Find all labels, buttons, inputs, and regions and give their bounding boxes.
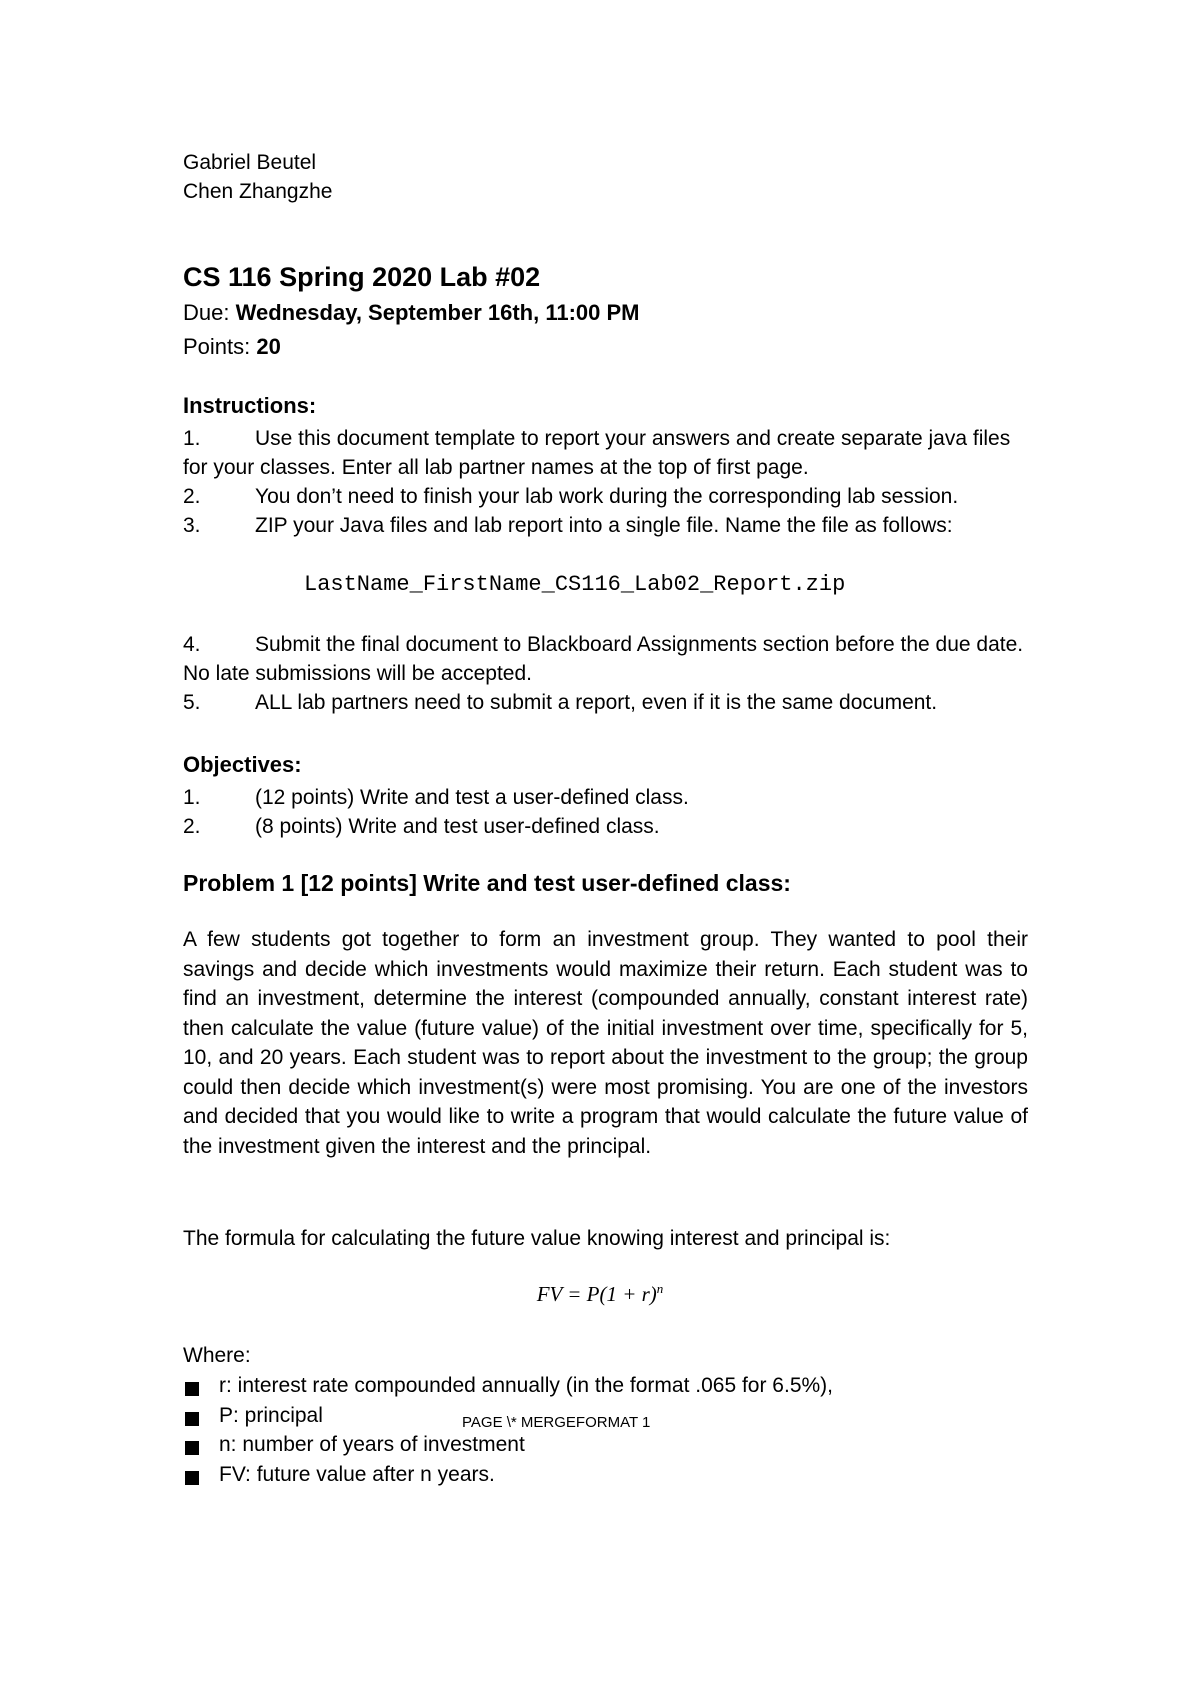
square-bullet-icon — [185, 1412, 199, 1426]
list-item: 1. Use this document template to report your answers and create separate java files for your classes. Enter all lab partner names at the top of first page. — [183, 427, 1011, 479]
points-label: Points: — [183, 334, 257, 359]
list-item: 2. (8 points) Write and test user-defined class. — [183, 815, 660, 838]
list-item-text: n: number of years of investment — [219, 1433, 525, 1456]
assignment-meta — [183, 300, 640, 368]
list-item-text: ALL lab partners need to submit a report, even if it is the same document. — [255, 691, 938, 714]
list-item-text: FV: future value after n years. — [219, 1462, 495, 1486]
points-value: 20 — [256, 334, 281, 359]
list-item-text: ZIP your Java files and lab report into a single file. Name the file as follows: — [255, 514, 953, 537]
future-value-formula — [0, 1281, 1200, 1307]
list-item: 3. ZIP your Java files and lab report into a single file. Name the file as follows: — [183, 514, 953, 537]
page-number-field: PAGE \* MERGEFORMAT 1 — [462, 1414, 651, 1431]
problem-paragraph: A few students got together to form an investment group. They wanted to pool their savings and decide which investments would maximize their return. Each student was to find an investment, determine the interest (compounded annually, constant interest rate) then calculate the value (future value) of the initial investment over time, specifically for 5, 10, and 20 years. Each student was to report about the investment to the group; the group could then decide which investment(s) were most promising. You are one of the investors and decided that you would like to write a program that would calculate the future value of the investment given the interest and the principal. — [183, 928, 1028, 1158]
due-value: Wednesday, September 16th, 11:00 PM — [235, 300, 640, 325]
author-list — [183, 148, 332, 206]
list-item: 4. Submit the final document to Blackboard Assignments section before the due date. No late submissions will be accepted. — [183, 633, 1024, 685]
objectives-list — [183, 783, 1028, 841]
where-label: Where: — [183, 1344, 251, 1367]
instructions-list — [183, 424, 1028, 540]
list-item: 1. (12 points) Write and test a user-defined class. — [183, 786, 689, 809]
due-line — [183, 300, 640, 334]
formula-exponent: n — [656, 1281, 664, 1296]
list-item-text: P: principal — [219, 1403, 323, 1427]
list-item: 5. ALL lab partners need to submit a report, even if it is the same document. — [183, 691, 938, 714]
list-item — [183, 1374, 833, 1404]
author-name: Gabriel Beutel — [183, 151, 317, 174]
report-filename: LastName_FirstName_CS116_Lab02_Report.zip — [304, 572, 846, 597]
list-item-text: (12 points) Write and test a user-defined class. — [255, 786, 689, 809]
problem-heading: Problem 1 [12 points] Write and test user-defined class: — [183, 870, 791, 896]
list-item — [183, 1463, 833, 1493]
objectives-heading: Objectives: — [183, 752, 302, 777]
list-item-text: You don’t need to finish your lab work during the corresponding lab session. — [255, 485, 959, 508]
square-bullet-icon — [185, 1471, 199, 1485]
instructions-list-continued — [183, 630, 1028, 717]
list-item-text: r: interest rate compounded annually (in the format .065 for 6.5%), — [219, 1374, 833, 1397]
formula-intro: The formula for calculating the future value knowing interest and principal is: — [183, 1227, 891, 1250]
list-item-text: Use this document template to report your answers and create separate java files for your classes. Enter all lab partner names at the top of first page. — [183, 427, 1011, 479]
list-item: 2. You don’t need to finish your lab work during the corresponding lab session. — [183, 485, 959, 508]
list-item-text: Submit the final document to Blackboard Assignments section before the due date. No late submissions will be accepted. — [183, 633, 1024, 685]
list-item-text: (8 points) Write and test user-defined class. — [255, 815, 660, 838]
square-bullet-icon — [185, 1441, 199, 1455]
document-title: CS 116 Spring 2020 Lab #02 — [183, 262, 541, 292]
due-label: Due: — [183, 300, 236, 325]
instructions-heading: Instructions: — [183, 393, 317, 418]
author-name: Chen Zhangzhe — [183, 180, 333, 203]
formula-base: FV = P(1 + r) — [536, 1282, 657, 1306]
square-bullet-icon — [185, 1382, 199, 1396]
list-item — [183, 1433, 833, 1463]
variable-list — [183, 1374, 833, 1492]
points-line — [183, 334, 640, 368]
